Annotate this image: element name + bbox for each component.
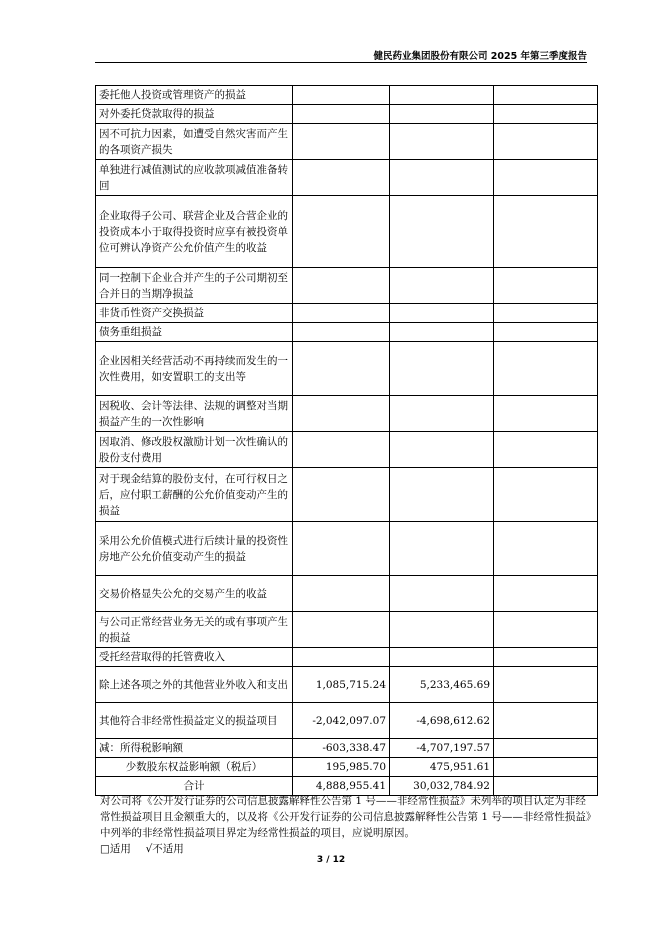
item-label: 对外委托贷款取得的损益 <box>96 105 293 124</box>
note-cell <box>494 758 598 777</box>
note-cell <box>494 160 598 196</box>
item-label: 委托他人投资或管理资产的损益 <box>96 86 293 105</box>
item-label: 对于现金结算的股份支付，在可行权日之后，应付职工薪酬的公允价值变动产生的损益 <box>96 468 293 522</box>
ytd-value: -4,698,612.62 <box>390 703 494 739</box>
ytd-value: 475,951.61 <box>390 758 494 777</box>
note-cell <box>494 612 598 648</box>
item-label: 债务重组损益 <box>96 323 293 342</box>
table-row <box>96 342 598 396</box>
note-cell <box>494 105 598 124</box>
item-label: 减：所得税影响额 <box>96 739 293 758</box>
ytd-value: -4,707,197.57 <box>390 739 494 758</box>
table-row <box>96 758 598 777</box>
current-period-value <box>293 304 390 323</box>
note-cell <box>494 576 598 612</box>
total-label: 合计 <box>96 777 293 796</box>
ytd-value <box>390 468 494 522</box>
current-period-value <box>293 522 390 576</box>
item-label: 与公司正常经营业务无关的或有事项产生的损益 <box>96 612 293 648</box>
table-row <box>96 432 598 468</box>
table-row <box>96 576 598 612</box>
note-cell <box>494 323 598 342</box>
note-cell <box>494 739 598 758</box>
item-label: 受托经营取得的托管费收入 <box>96 648 293 667</box>
ytd-value <box>390 396 494 432</box>
note-cell <box>494 86 598 105</box>
item-label: 采用公允价值模式进行后续计量的投资性房地产公允价值变动产生的损益 <box>96 522 293 576</box>
current-period-value: 195,985.70 <box>293 758 390 777</box>
explanatory-note <box>100 793 592 857</box>
ytd-value <box>390 105 494 124</box>
ytd-value <box>390 160 494 196</box>
current-period-value <box>293 432 390 468</box>
table-row <box>96 124 598 160</box>
item-label: 企业取得子公司、联营企业及合营企业的投资成本小于取得投资时应享有被投资单位可辨认净资产公允价值产生的收益 <box>96 196 293 268</box>
item-label: 同一控制下企业合并产生的子公司期初至合并日的当期净损益 <box>96 268 293 304</box>
note-cell <box>494 304 598 323</box>
note-cell <box>494 342 598 396</box>
current-period-value <box>293 612 390 648</box>
ytd-value <box>390 612 494 648</box>
current-period-value <box>293 576 390 612</box>
item-label: 因税收、会计等法律、法规的调整对当期损益产生的一次性影响 <box>96 396 293 432</box>
note-cell <box>494 648 598 667</box>
current-period-value <box>293 268 390 304</box>
item-label: 交易价格显失公允的交易产生的收益 <box>96 576 293 612</box>
current-period-value <box>293 86 390 105</box>
current-period-value: 1,085,715.24 <box>293 667 390 703</box>
table-row <box>96 304 598 323</box>
ytd-value <box>390 86 494 105</box>
ytd-value <box>390 196 494 268</box>
option-not-applicable[interactable]: √不适用 <box>145 843 184 855</box>
current-period-value <box>293 196 390 268</box>
ytd-total: 30,032,784.92 <box>390 777 494 796</box>
option-applicable[interactable]: □适用 <box>100 843 131 855</box>
table-row <box>96 196 598 268</box>
current-period-value <box>293 468 390 522</box>
note-cell <box>494 703 598 739</box>
ytd-value <box>390 432 494 468</box>
table-row <box>96 468 598 522</box>
table-row <box>96 667 598 703</box>
non-recurring-items-table <box>95 85 598 796</box>
note-cell <box>494 268 598 304</box>
item-label: 除上述各项之外的其他营业外收入和支出 <box>96 667 293 703</box>
item-label: 因不可抗力因素，如遭受自然灾害而产生的各项资产损失 <box>96 124 293 160</box>
current-period-value: -2,042,097.07 <box>293 703 390 739</box>
item-label: 非货币性资产交换损益 <box>96 304 293 323</box>
ytd-value <box>390 522 494 576</box>
ytd-value <box>390 342 494 396</box>
current-period-value <box>293 342 390 396</box>
ytd-value <box>390 268 494 304</box>
table-row <box>96 648 598 667</box>
current-period-value <box>293 105 390 124</box>
note-cell <box>494 468 598 522</box>
header-divider <box>95 62 587 63</box>
current-period-value <box>293 323 390 342</box>
ytd-value: 5,233,465.69 <box>390 667 494 703</box>
note-text: 对公司将《公开发行证券的公司信息披露解释性公告第 1 号——非经常性损益》未列举的项目认定为非经常性损益项目且金额重大的，以及将《公开发行证券的公司信息披露解释性公告第 1 号——非经常性损益》中列举的非经常性损益项目界定为经常性损益的项目，应说明原因。 <box>100 795 592 839</box>
current-period-value <box>293 124 390 160</box>
note-cell <box>494 196 598 268</box>
item-label: 少数股东权益影响额（税后） <box>96 758 293 777</box>
item-label: 单独进行减值测试的应收款项减值准备转回 <box>96 160 293 196</box>
note-cell <box>494 432 598 468</box>
table-row <box>96 160 598 196</box>
table-row <box>96 703 598 739</box>
item-label: 其他符合非经常性损益定义的损益项目 <box>96 703 293 739</box>
ytd-value <box>390 576 494 612</box>
table-row <box>96 739 598 758</box>
ytd-value <box>390 648 494 667</box>
table-row <box>96 268 598 304</box>
table-row <box>96 396 598 432</box>
table-row <box>96 612 598 648</box>
current-period-value: -603,338.47 <box>293 739 390 758</box>
note-cell <box>494 396 598 432</box>
page-number: 3 / 12 <box>316 855 346 865</box>
item-label: 企业因相关经营活动不再持续而发生的一次性费用，如安置职工的支出等 <box>96 342 293 396</box>
current-period-value <box>293 396 390 432</box>
current-period-total: 4,888,955.41 <box>293 777 390 796</box>
report-header: 健民药业集团股份有限公司 2025 年第三季度报告 <box>373 51 587 62</box>
note-cell <box>494 667 598 703</box>
note-cell <box>494 124 598 160</box>
current-period-value <box>293 160 390 196</box>
table-row <box>96 105 598 124</box>
note-cell <box>494 522 598 576</box>
table-row <box>96 522 598 576</box>
table-row <box>96 323 598 342</box>
table-row <box>96 86 598 105</box>
current-period-value <box>293 648 390 667</box>
ytd-value <box>390 124 494 160</box>
item-label: 因取消、修改股权激励计划一次性确认的股份支付费用 <box>96 432 293 468</box>
ytd-value <box>390 304 494 323</box>
ytd-value <box>390 323 494 342</box>
